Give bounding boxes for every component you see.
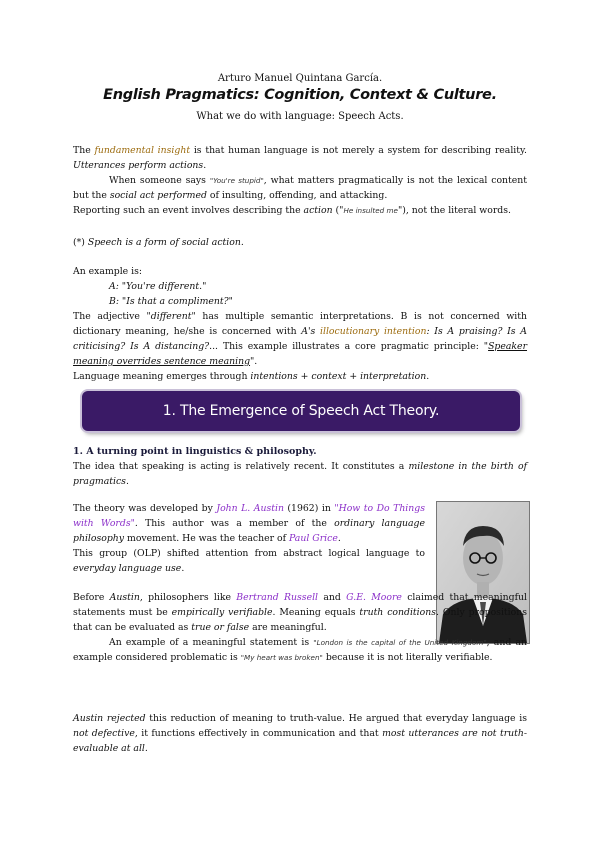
text: Reporting such an event involves describing the	[73, 205, 304, 216]
text: , and an example considered problematic is	[73, 637, 527, 663]
key-term: illocutionary intention	[320, 326, 427, 337]
key-term: truth conditions	[359, 607, 436, 618]
text: .	[144, 743, 148, 754]
author-link: John L. Austin	[216, 503, 284, 514]
indent	[73, 281, 109, 292]
text: .	[125, 476, 129, 487]
text: The theory was developed by	[73, 503, 217, 514]
text: .	[426, 371, 430, 382]
text: The adjective	[73, 311, 147, 322]
quote: "My heart was broken"	[240, 653, 323, 662]
text: .	[337, 533, 341, 544]
key-phrase: not defective	[73, 728, 135, 739]
text: are meaningful.	[249, 622, 327, 633]
before-austin-paragraph	[73, 590, 527, 665]
text: When someone says	[109, 175, 210, 186]
book-title: "How to Do Things with Words"	[73, 503, 425, 529]
text: this reduction of meaning to truth-value. He argued that everyday language is	[145, 713, 527, 724]
intro-paragraph	[73, 143, 527, 218]
note-marker: (*)	[73, 237, 88, 248]
text: An example of a meaningful statement is	[109, 637, 314, 648]
text: claimed that meaningful statements must be	[73, 592, 527, 618]
quote: He insulted me	[343, 206, 398, 215]
key-term: empirically verifiable	[171, 607, 273, 618]
section-banner-title: 1. The Emergence of Speech Act Theory.	[162, 403, 440, 419]
key-phrase: Austin rejected	[73, 713, 146, 724]
text: The	[73, 145, 95, 156]
indent	[73, 296, 109, 307]
author-link: G.E. Moore	[346, 592, 402, 603]
text: This example illustrates a core pragmatic principle: "	[218, 341, 489, 352]
text: , philosophers like	[139, 592, 237, 603]
austin-rejected-paragraph	[73, 711, 527, 756]
key-term: action	[303, 205, 333, 216]
text: of insulting, offending, and attacking.	[206, 190, 388, 201]
note-text: Speech is a form of social action.	[87, 237, 244, 248]
name: Austin	[109, 592, 140, 603]
text: : Is A praising? Is A criticising? Is A distancing?...	[73, 326, 527, 352]
austin-paragraph	[73, 501, 425, 576]
section1-intro	[73, 444, 527, 489]
key-term: ordinary language philosophy	[73, 518, 426, 544]
text: . Only propositions that can be evaluated as	[73, 607, 527, 633]
example-block	[73, 264, 527, 384]
author-link: Paul Grice	[288, 533, 338, 544]
text: ("	[332, 205, 344, 216]
author-name: Arturo Manuel Quintana García.	[217, 73, 383, 84]
section-heading: 1. A turning point in linguistics & philosophy.	[73, 446, 317, 457]
quote: "You're stupid"	[209, 176, 264, 185]
page-title: English Pragmatics: Cognition, Context & Culture.	[103, 87, 497, 103]
text: .	[203, 160, 207, 171]
key-term: true or false	[191, 622, 250, 633]
key-phrase: Speaker meaning overrides sentence meaning	[73, 341, 528, 367]
text: , it functions effectively in communication and that	[134, 728, 383, 739]
text: Before	[73, 592, 110, 603]
page-subtitle: What we do with language: Speech Acts.	[196, 111, 404, 122]
text: "), not the literal words.	[397, 205, 511, 216]
note-line	[73, 235, 527, 250]
key-term: fundamental insight	[94, 145, 191, 156]
key-phrase: most utterances are not truth-evaluable at all	[73, 728, 528, 754]
key-phrase: everyday language use	[73, 563, 182, 574]
key-phrase: Utterances perform actions	[73, 160, 204, 171]
text: .	[181, 563, 185, 574]
text: ".	[250, 356, 258, 367]
text: A's	[301, 326, 321, 337]
author-link: Bertrand Russell	[236, 592, 319, 603]
text: because it is not literally verifiable.	[322, 652, 493, 663]
example-lead: An example is:	[73, 266, 143, 277]
indent	[73, 175, 109, 186]
key-phrase: intentions + context + interpretation	[250, 371, 427, 382]
dialogue-a: A: "You're different."	[109, 281, 207, 292]
indent	[73, 637, 109, 648]
text: The idea that speaking is acting is relatively recent. It constitutes a	[73, 461, 409, 472]
text: Language meaning emerges through	[73, 371, 251, 382]
text: , what matters pragmatically is not the lexical content but the	[73, 175, 527, 201]
section-banner	[82, 391, 520, 431]
dialogue-b: B: "Is that a compliment?"	[109, 296, 233, 307]
text: has multiple semantic interpretations. B is not concerned with dictionary meaning, he/she is concerned with	[73, 311, 527, 337]
key-phrase: milestone in the birth of pragmatics	[73, 461, 528, 487]
key-phrase: social act performed	[109, 190, 207, 201]
text: movement. He was the teacher of	[124, 533, 289, 544]
text: (1962) in	[283, 503, 335, 514]
text: . Meaning equals	[272, 607, 360, 618]
text: is that human language is not merely a system for describing reality.	[190, 145, 527, 156]
text: and	[318, 592, 347, 603]
key-term: "different"	[146, 311, 196, 322]
text: . This author was a member of the	[134, 518, 335, 529]
quote: "London is the capital of the United Kingdom"	[313, 638, 487, 647]
text: This group (OLP) shifted attention from abstract logical language to	[73, 548, 425, 559]
